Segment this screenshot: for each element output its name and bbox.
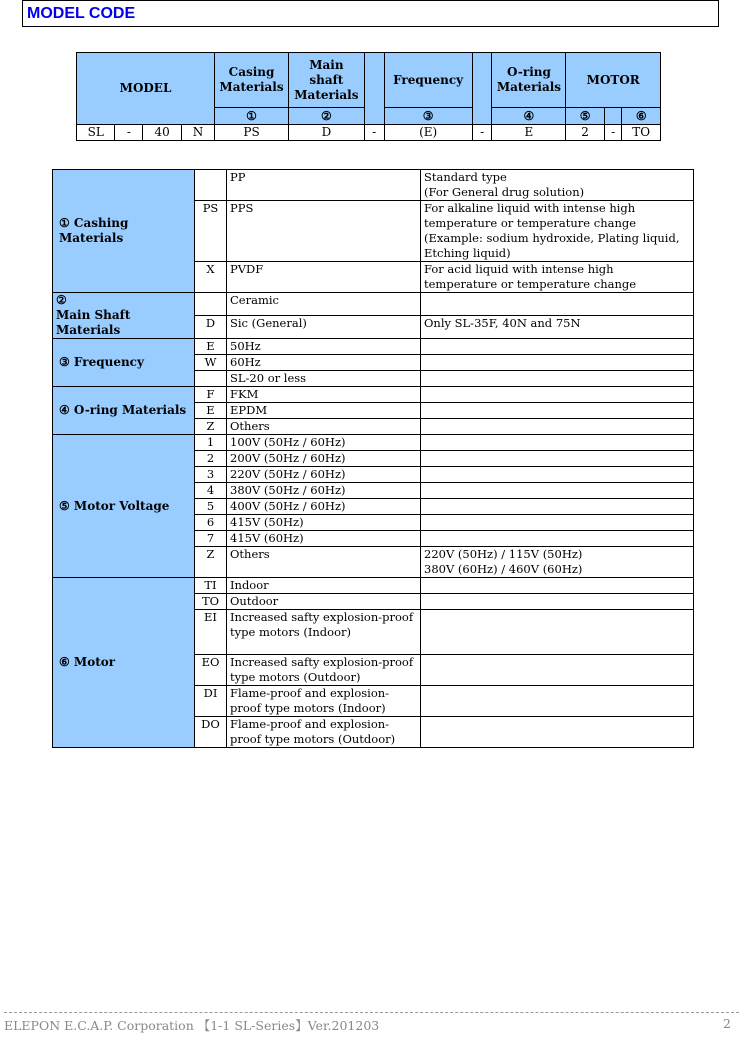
voltage-code-cell: Z bbox=[195, 547, 227, 578]
voltage-code-cell: 2 bbox=[195, 451, 227, 467]
num-1: ① bbox=[215, 108, 289, 125]
motor-name-cell: Outdoor bbox=[227, 594, 421, 610]
casing-name-cell: PPS bbox=[227, 201, 421, 262]
model-value: - bbox=[472, 125, 492, 141]
motor-note-cell bbox=[421, 610, 694, 655]
voltage-name-cell: 415V (60Hz) bbox=[227, 531, 421, 547]
voltage-note-cell bbox=[421, 435, 694, 451]
motor-code-cell: TI bbox=[195, 578, 227, 594]
voltage-note-cell bbox=[421, 515, 694, 531]
shaft-note-cell: Only SL-35F, 40N and 75N bbox=[421, 316, 694, 339]
voltage-name-cell: 200V (50Hz / 60Hz) bbox=[227, 451, 421, 467]
frequency-code-cell: W bbox=[195, 355, 227, 371]
motor-note-cell bbox=[421, 578, 694, 594]
voltage-note-cell bbox=[421, 483, 694, 499]
casing-name-cell: PVDF bbox=[227, 262, 421, 293]
spec-row bbox=[53, 293, 694, 316]
motor-note-cell bbox=[421, 655, 694, 686]
model-value: PS bbox=[215, 125, 289, 141]
voltage-note-cell bbox=[421, 467, 694, 483]
frequency-category-label: ③ Frequency bbox=[53, 339, 195, 387]
motor-name-cell: Flame-proof and explosion-proof type motors (Outdoor) bbox=[227, 717, 421, 748]
frequency-note-cell bbox=[421, 339, 694, 355]
model-value: 2 bbox=[566, 125, 604, 141]
num-6: ⑥ bbox=[622, 108, 661, 125]
footer-divider bbox=[4, 1012, 739, 1013]
num-2: ② bbox=[288, 108, 364, 125]
motor-note-cell bbox=[421, 717, 694, 748]
model-value: (E) bbox=[384, 125, 472, 141]
sep-cell bbox=[604, 108, 622, 125]
voltage-name-cell: 400V (50Hz / 60Hz) bbox=[227, 499, 421, 515]
motor-note-cell bbox=[421, 686, 694, 717]
shaft-note-cell bbox=[421, 293, 694, 316]
num-4: ④ bbox=[492, 108, 566, 125]
voltage-note-cell bbox=[421, 451, 694, 467]
model-value: - bbox=[604, 125, 622, 141]
model-value: E bbox=[492, 125, 566, 141]
page-title: MODEL CODE bbox=[27, 5, 136, 22]
spec-table bbox=[52, 169, 694, 748]
voltage-category-label: ⑤ Motor Voltage bbox=[53, 435, 195, 578]
shaft-category-text: Main Shaft Materials bbox=[56, 308, 131, 337]
voltage-note-cell bbox=[421, 499, 694, 515]
spec-row bbox=[53, 339, 694, 355]
oring-header: O-ring Materials bbox=[492, 53, 566, 108]
footer-text: ELEPON E.C.A.P. Corporation 【1-1 SL-Series】Ver.201203 bbox=[4, 1018, 380, 1033]
model-value: TO bbox=[622, 125, 661, 141]
casing-name-cell: PP bbox=[227, 170, 421, 201]
motor-code-cell: DO bbox=[195, 717, 227, 748]
spec-row bbox=[53, 387, 694, 403]
oring-category-label: ④ O-ring Materials bbox=[53, 387, 195, 435]
motor-code-cell: EI bbox=[195, 610, 227, 655]
frequency-header: Frequency bbox=[384, 53, 472, 108]
num-5: ⑤ bbox=[566, 108, 604, 125]
oring-name-cell: EPDM bbox=[227, 403, 421, 419]
voltage-note-cell: 220V (50Hz) / 115V (50Hz) 380V (60Hz) / 460V (60Hz) bbox=[421, 547, 694, 578]
spec-row bbox=[53, 578, 694, 594]
num-3: ③ bbox=[384, 108, 472, 125]
sep-cell bbox=[364, 53, 384, 125]
model-code-table bbox=[76, 52, 661, 141]
casing-note-cell: For acid liquid with intense high temperature or temperature change bbox=[421, 262, 694, 293]
frequency-name-cell: 50Hz bbox=[227, 339, 421, 355]
voltage-code-cell: 3 bbox=[195, 467, 227, 483]
oring-note-cell bbox=[421, 403, 694, 419]
motor-name-cell: Indoor bbox=[227, 578, 421, 594]
model-value: N bbox=[181, 125, 214, 141]
motor-name-cell: Increased safty explosion-proof type motors (Indoor) bbox=[227, 610, 421, 655]
motor-name-cell: Flame-proof and explosion-proof type motors (Indoor) bbox=[227, 686, 421, 717]
motor-code-cell: TO bbox=[195, 594, 227, 610]
model-code-header bbox=[22, 0, 719, 27]
oring-code-cell: E bbox=[195, 403, 227, 419]
oring-code-cell: Z bbox=[195, 419, 227, 435]
casing-category-label: ① Cashing Materials bbox=[53, 170, 195, 293]
frequency-code-cell bbox=[195, 371, 227, 387]
motor-name-cell: Increased safty explosion-proof type motors (Outdoor) bbox=[227, 655, 421, 686]
motor-note-cell bbox=[421, 594, 694, 610]
shaft-name-cell: Sic (General) bbox=[227, 316, 421, 339]
shaft-code-cell: D bbox=[195, 316, 227, 339]
motor-category-label: ⑥ Motor bbox=[53, 578, 195, 748]
motor-code-cell: DI bbox=[195, 686, 227, 717]
voltage-note-cell bbox=[421, 531, 694, 547]
oring-code-cell: F bbox=[195, 387, 227, 403]
voltage-name-cell: 415V (50Hz) bbox=[227, 515, 421, 531]
voltage-name-cell: Others bbox=[227, 547, 421, 578]
voltage-code-cell: 6 bbox=[195, 515, 227, 531]
voltage-name-cell: 380V (50Hz / 60Hz) bbox=[227, 483, 421, 499]
voltage-name-cell: 100V (50Hz / 60Hz) bbox=[227, 435, 421, 451]
frequency-name-cell: 60Hz bbox=[227, 355, 421, 371]
oring-note-cell bbox=[421, 387, 694, 403]
voltage-code-cell: 4 bbox=[195, 483, 227, 499]
voltage-name-cell: 220V (50Hz / 60Hz) bbox=[227, 467, 421, 483]
model-value: D bbox=[288, 125, 364, 141]
casing-code-cell: PS bbox=[195, 201, 227, 262]
spec-row bbox=[53, 435, 694, 451]
casing-code-cell bbox=[195, 170, 227, 201]
page-number: 2 bbox=[723, 1016, 731, 1031]
voltage-code-cell: 1 bbox=[195, 435, 227, 451]
oring-note-cell bbox=[421, 419, 694, 435]
casing-header: Casing Materials bbox=[215, 53, 289, 108]
model-label: MODEL bbox=[77, 53, 215, 125]
shaft-category-label bbox=[53, 293, 195, 339]
motor-code-cell: EO bbox=[195, 655, 227, 686]
shaft-code-cell bbox=[195, 293, 227, 316]
motor-header: MOTOR bbox=[566, 53, 661, 108]
casing-note-cell: Standard type (For General drug solution) bbox=[421, 170, 694, 201]
model-value: 40 bbox=[143, 125, 181, 141]
frequency-code-cell: E bbox=[195, 339, 227, 355]
model-value: - bbox=[115, 125, 143, 141]
model-value: - bbox=[364, 125, 384, 141]
sep-cell bbox=[472, 53, 492, 125]
frequency-name-cell: SL-20 or less bbox=[227, 371, 421, 387]
oring-name-cell: FKM bbox=[227, 387, 421, 403]
spec-row bbox=[53, 170, 694, 201]
shaft-category-number: ② bbox=[56, 293, 67, 307]
model-value: SL bbox=[77, 125, 115, 141]
casing-code-cell: X bbox=[195, 262, 227, 293]
frequency-note-cell bbox=[421, 371, 694, 387]
casing-note-cell: For alkaline liquid with intense high temperature or temperature change (Example: sodium hydroxide, Plating liquid, Etching liquid) bbox=[421, 201, 694, 262]
shaft-name-cell: Ceramic bbox=[227, 293, 421, 316]
voltage-code-cell: 7 bbox=[195, 531, 227, 547]
oring-name-cell: Others bbox=[227, 419, 421, 435]
frequency-note-cell bbox=[421, 355, 694, 371]
shaft-header: Main shaft Materials bbox=[288, 53, 364, 108]
voltage-code-cell: 5 bbox=[195, 499, 227, 515]
